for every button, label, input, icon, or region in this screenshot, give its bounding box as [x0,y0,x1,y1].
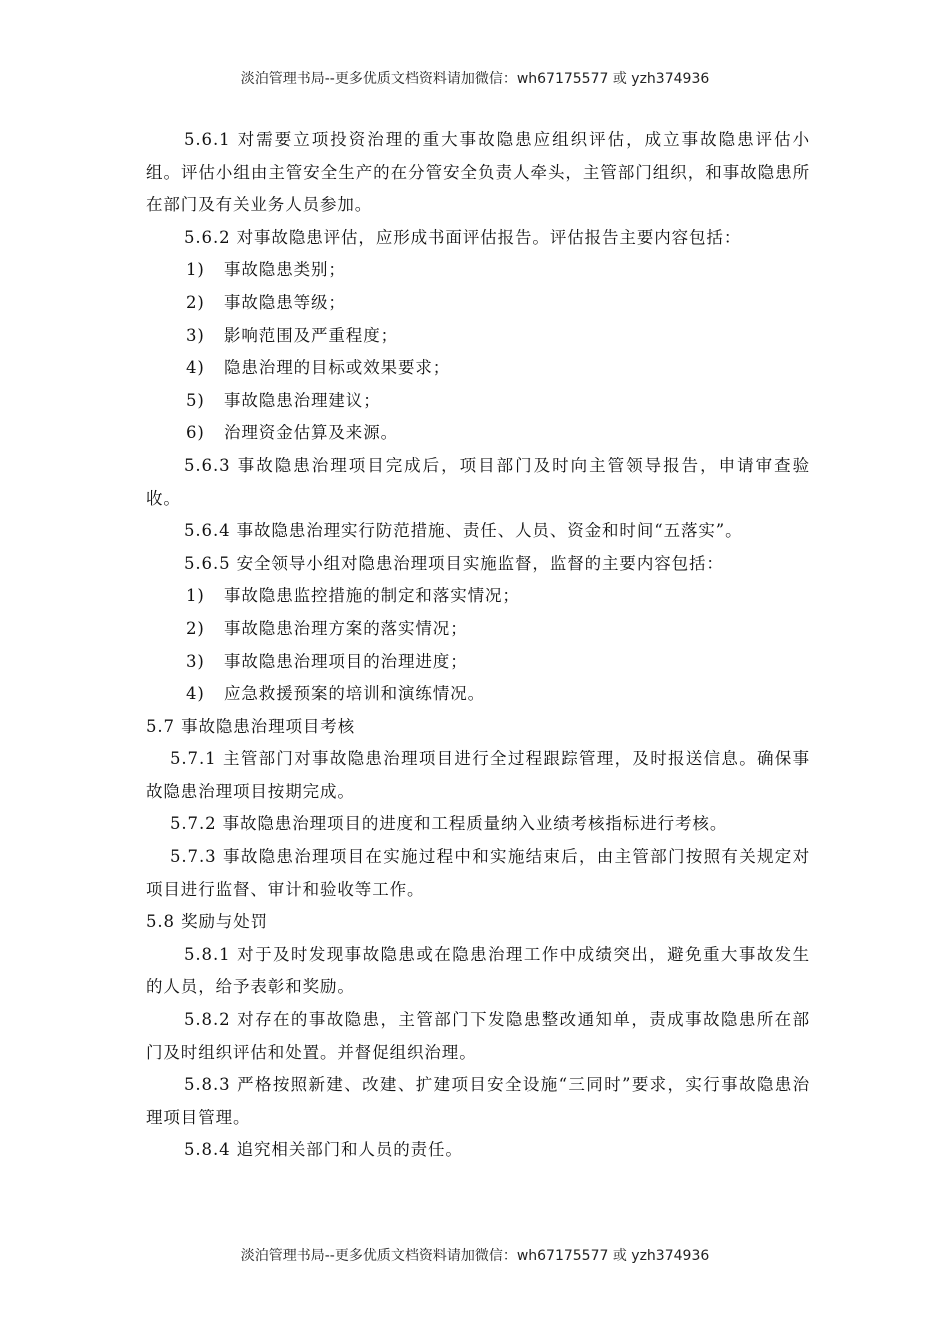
paragraph-5-6-2: 5.6.2 对事故隐患评估，应形成书面评估报告。评估报告主要内容包括： [184,227,742,247]
paragraph-5-6-3: 5.6.3 事故隐患治理项目完成后，项目部门及时向主管领导报告，申请审查验收。 [146,455,810,508]
paragraph-5-6-1: 5.6.1 对需要立项投资治理的重大事故隐患应组织评估，成立事故隐患评估小组。评估小组由主管安全生产的在分管安全负责人牵头，主管部门组织，和事故隐患所在部门及有关业务人员参加。 [146,130,810,215]
paragraph-5-8-4: 5.8.4 追究相关部门和人员的责任。 [184,1140,463,1160]
paragraph-5-6-5: 5.6.5 安全领导小组对隐患治理项目实施监督，监督的主要内容包括： [184,553,724,573]
list-item: 2) 事故隐患治理方案的落实情况； [186,618,468,638]
paragraph-5-8-1: 5.8.1 对于及时发现事故隐患或在隐患治理工作中成绩突出，避免重大事故发生的人员，给予表彰和奖励。 [146,944,810,997]
list-item: 3) 事故隐患治理项目的治理进度； [186,651,468,671]
section-heading-5-8: 5.8 奖励与处罚 [146,912,269,932]
paragraph-5-7-2: 5.7.2 事故隐患治理项目的进度和工程质量纳入业绩考核指标进行考核。 [170,814,728,834]
list-item: 2) 事故隐患等级； [186,292,346,312]
page-footer: 淡泊管理书局--更多优质文档资料请加微信：wh67175577 或 yzh374936 [240,1248,710,1264]
list-item: 4) 应急救援预案的培训和演练情况。 [186,684,485,704]
page-header: 淡泊管理书局--更多优质文档资料请加微信：wh67175577 或 yzh374936 [240,71,710,87]
paragraph-5-7-1: 5.7.1 主管部门对事故隐患治理项目进行全过程跟踪管理，及时报送信息。确保事故隐患治理项目按期完成。 [146,749,810,801]
paragraph-5-7-3: 5.7.3 事故隐患治理项目在实施过程中和实施结束后，由主管部门按照有关规定对项目进行监督、审计和验收等工作。 [146,847,810,899]
paragraph-5-8-3: 5.8.3 严格按照新建、改建、扩建项目安全设施“三同时”要求，实行事故隐患治理项目管理。 [146,1075,810,1127]
list-supervision-contents [146,580,810,710]
list-item: 6) 治理资金估算及来源。 [186,423,398,443]
paragraph-5-6-4: 5.6.4 事故隐患治理实行防范措施、责任、人员、资金和时间“五落实”。 [184,521,743,541]
list-item: 1) 事故隐患类别； [186,260,346,280]
list-item: 1) 事故隐患监控措施的制定和落实情况； [186,586,520,606]
list-item: 4) 隐患治理的目标或效果要求； [186,358,451,378]
document-body [146,124,810,1167]
list-assessment-report-contents [146,254,810,450]
list-item: 5) 事故隐患治理建议； [186,390,381,410]
section-heading-5-7: 5.7 事故隐患治理项目考核 [146,716,356,736]
paragraph-5-8-2: 5.8.2 对存在的事故隐患，主管部门下发隐患整改通知单，责成事故隐患所在部门及时组织评估和处置。并督促组织治理。 [146,1010,810,1062]
list-item: 3) 影响范围及严重程度； [186,325,398,345]
